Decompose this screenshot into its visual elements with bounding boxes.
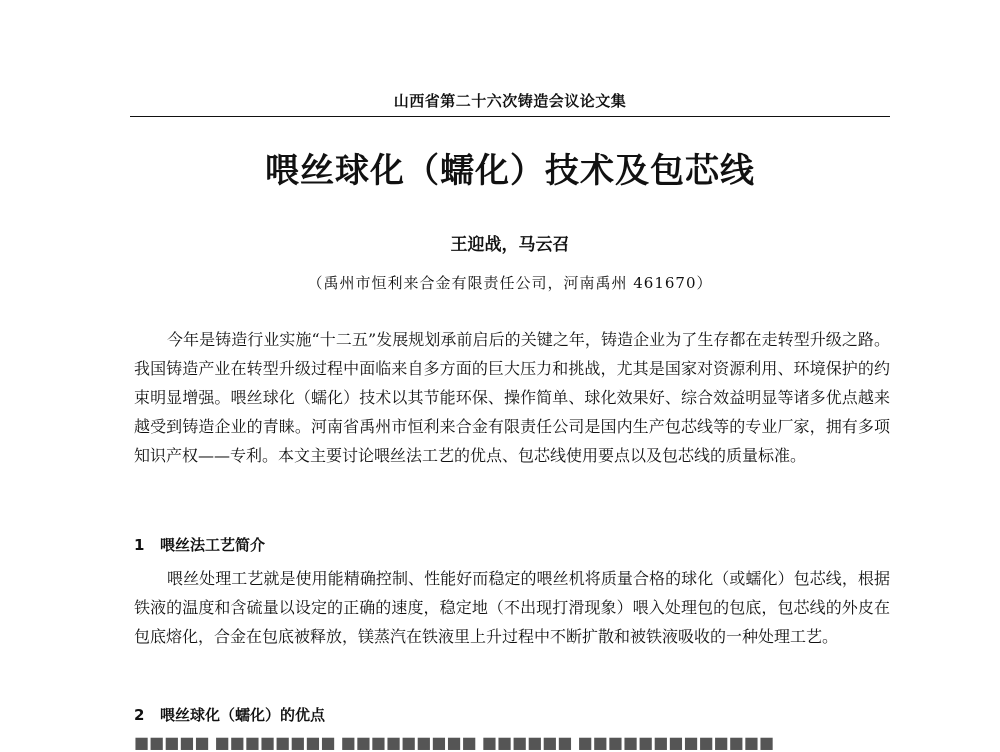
authors: 王迎战，马云召 bbox=[450, 235, 570, 255]
section-1-paragraph: 喂丝处理工艺就是使用能精确控制、性能好而稳定的喂丝机将质量合格的球化（或蠕化）包芯线，根据铁液的温度和含硫量以设定的正确的速度，稳定地（不出现打滑现象）喂入处理包的包底，包芯线的外皮在包底熔化，合金在包底被释放，镁蒸汽在铁液里上升过程中不断扩散和被铁液吸收的一种处理工艺。 bbox=[134, 569, 890, 646]
section-heading-1 bbox=[134, 534, 890, 556]
running-header: 山西省第二十六次铸造会议论文集 bbox=[393, 92, 627, 110]
header-rule bbox=[130, 116, 890, 117]
section-title: 喂丝球化（蠕化）的优点 bbox=[160, 706, 326, 724]
section-number: 1 bbox=[134, 536, 145, 554]
intro-paragraph: 今年是铸造行业实施“十二五”发展规划承前启后的关键之年，铸造企业为了生存都在走转型升级之路。我国铸造产业在转型升级过程中面临来自多方面的巨大压力和挑战，尤其是国家对资源利用、环境保护的约束明显增强。喂丝球化（蠕化）技术以其节能环保、操作简单、球化效果好、综合效益明显等诸多优点越来越受到铸造企业的青睐。河南省禹州市恒利来合金有限责任公司是国内生产包芯线等的专业厂家，拥有多项知识产权——专利。本文主要讨论喂丝法工艺的优点、包芯线使用要点以及包芯线的质量标准。 bbox=[134, 330, 890, 465]
section-number: 2 bbox=[134, 706, 145, 724]
cut-off-text-line: ■■■■■ ■■■■■■■■ ■■■■■■■■■ ■■■■■■ ■■■■■■■■■■■■■ bbox=[134, 733, 775, 752]
section-heading-2 bbox=[134, 704, 890, 726]
section-title: 喂丝法工艺简介 bbox=[160, 536, 266, 554]
affiliation: （禹州市恒利来合金有限责任公司，河南禹州 461670） bbox=[307, 274, 713, 292]
paper-title: 喂丝球化（蠕化）技术及包芯线 bbox=[265, 151, 755, 191]
